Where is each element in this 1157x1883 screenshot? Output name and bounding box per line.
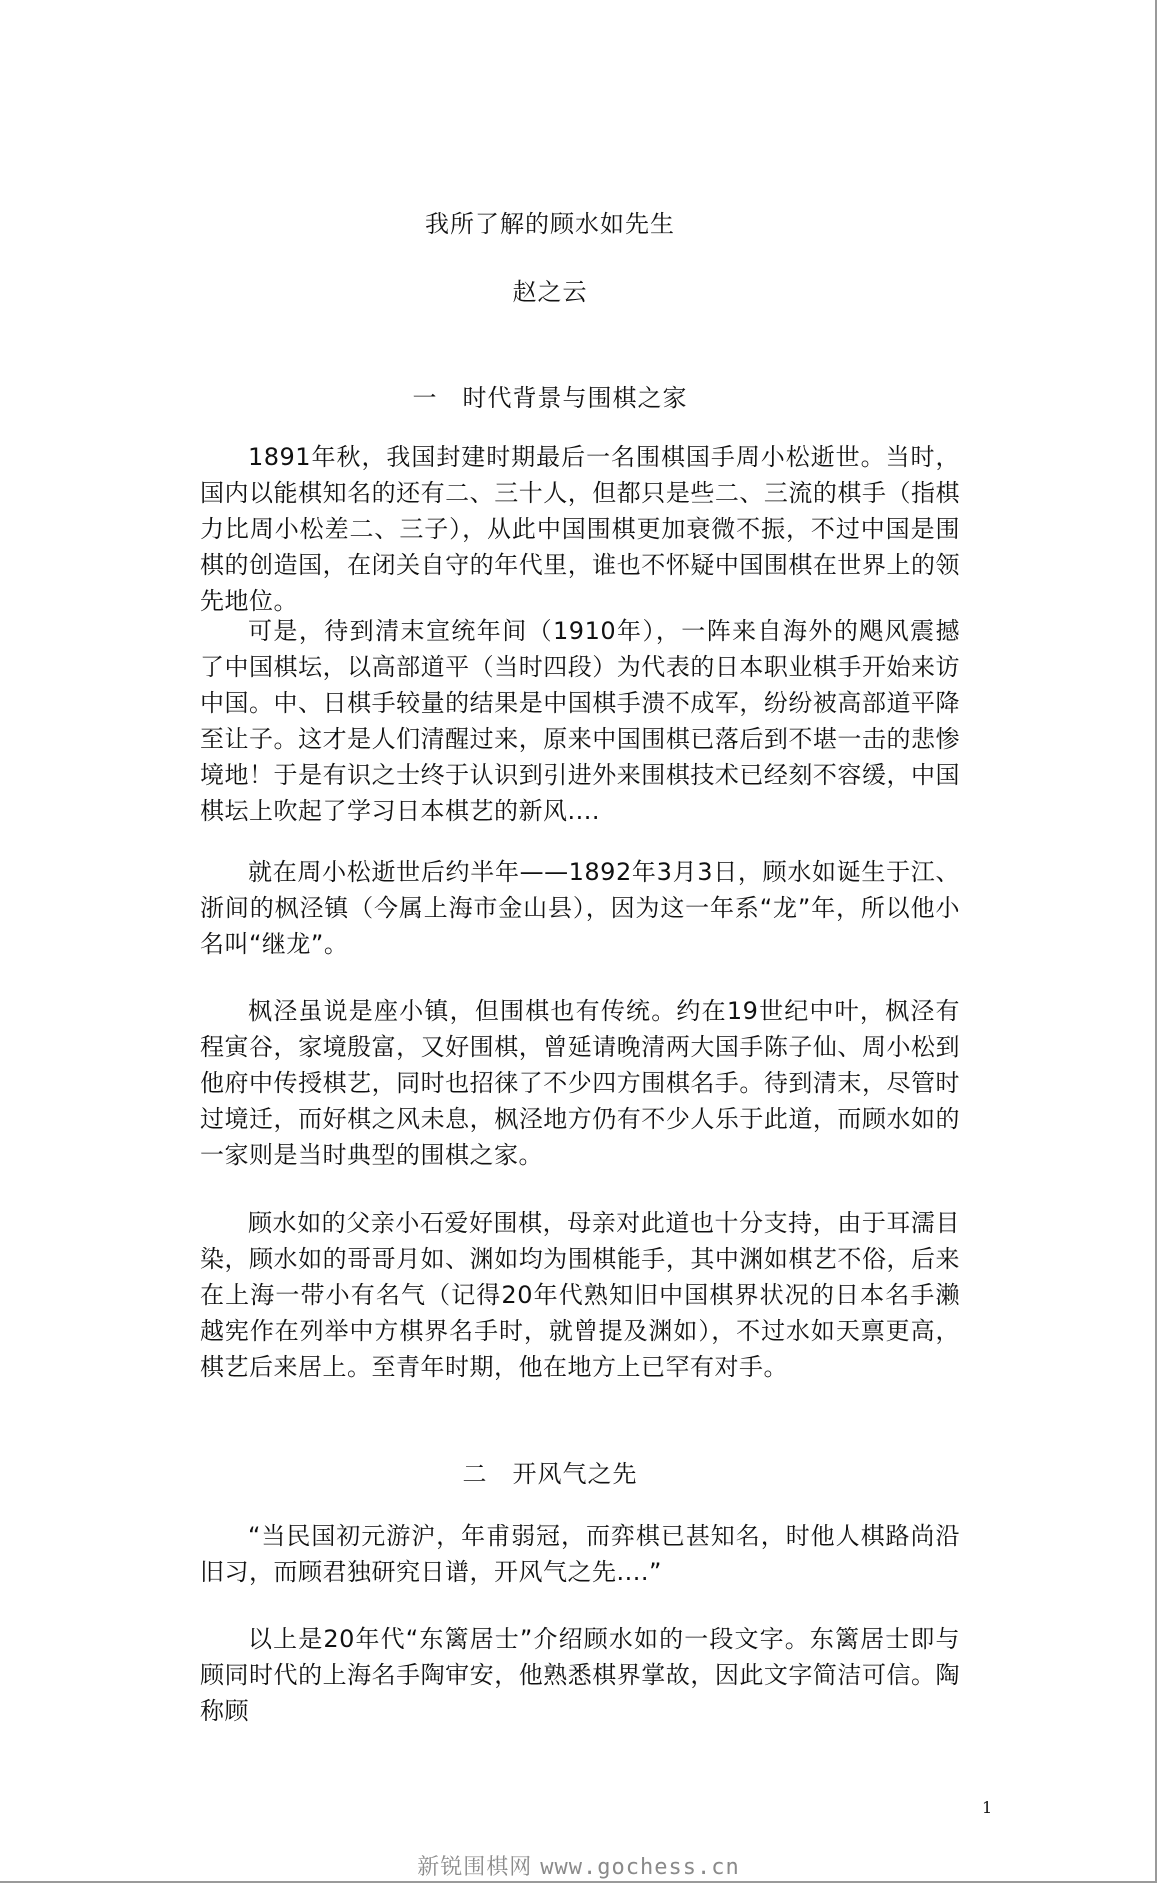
- paragraph: 1891年秋，我国封建时期最后一名围棋国手周小松逝世。当时，国内以能棋知名的还有二、三十人，但都只是些二、三流的棋手（指棋力比周小松差二、三子），从此中国围棋更加衰微不振，不过中国是围棋的创造国，在闭关自守的年代里，谁也不怀疑中国围棋在世界上的领先地位。: [200, 443, 960, 615]
- section-heading-1: 一 时代背景与围棋之家: [412, 384, 688, 412]
- page-number: 1: [982, 1798, 993, 1817]
- paragraph: 以上是20年代“东篱居士”介绍顾水如的一段文字。东篱居士即与顾同时代的上海名手陶审安，他熟悉棋界掌故，因此文字简洁可信。陶称顾: [200, 1625, 960, 1725]
- footer-site-url: www.gochess.cn: [540, 1855, 740, 1880]
- footer-site-name: 新锐围棋网: [417, 1855, 533, 1880]
- paragraph: 可是，待到清末宣统年间（1910年），一阵来自海外的飓风震撼了中国棋坛，以高部道平（当时四段）为代表的日本职业棋手开始来访中国。中、日棋手较量的结果是中国棋手溃不成军，纷纷被高部道平降至让子。这才是人们清醒过来，原来中国围棋已落后到不堪一击的悲惨境地！于是有识之士终于认识到引进外来围棋技术已经刻不容缓，中国棋坛上吹起了学习日本棋艺的新风....: [200, 617, 960, 825]
- document-author: 赵之云: [512, 278, 588, 306]
- paragraph: 枫泾虽说是座小镇，但围棋也有传统。约在19世纪中叶，枫泾有程寅谷，家境殷富，又好围棋，曾延请晚清两大国手陈子仙、周小松到他府中传授棋艺，同时也招徕了不少四方围棋名手。待到清末，尽管时过境迁，而好棋之风未息，枫泾地方仍有不少人乐于此道，而顾水如的一家则是当时典型的围棋之家。: [200, 997, 960, 1169]
- paragraph: “当民国初元游沪，年甫弱冠，而弈棋已甚知名，时他人棋路尚沿旧习，而顾君独研究日谱，开风气之先....”: [200, 1522, 960, 1586]
- section-heading-2: 二 开风气之先: [462, 1460, 638, 1488]
- document-title: 我所了解的顾水如先生: [425, 210, 675, 238]
- paragraph: 就在周小松逝世后约半年——1892年3月3日，顾水如诞生于江、浙间的枫泾镇（今属上海市金山县），因为这一年系“龙”年，所以他小名叫“继龙”。: [200, 858, 960, 958]
- footer-watermark: [0, 1850, 1157, 1881]
- paragraph: 顾水如的父亲小石爱好围棋，母亲对此道也十分支持，由于耳濡目染，顾水如的哥哥月如、渊如均为围棋能手，其中渊如棋艺不俗，后来在上海一带小有名气（记得20年代熟知旧中国棋界状况的日本名手濑越宪作在列举中方棋界名手时，就曾提及渊如），不过水如天禀更高，棋艺后来居上。至青年时期，他在地方上已罕有对手。: [200, 1209, 960, 1381]
